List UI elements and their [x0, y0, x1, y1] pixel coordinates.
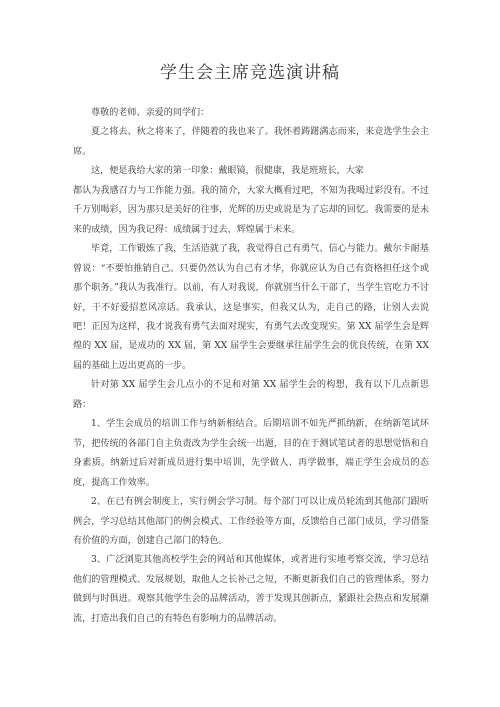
paragraph-intro: 夏之将去、秋之将来了，伴随着的我也来了。我怀着踌躇满志而来，来竞选学生会主席。	[73, 127, 429, 157]
paragraph-salutation: 尊敬的老师、亲爱的同学们：	[91, 108, 210, 118]
document-title: 学生会主席竞选演讲稿	[160, 63, 340, 83]
paragraph-point-1: 1、学生会成员的培训工作与纳新相结合。后期培训不如先严抓纳新，在纳新笔试环节，把传统的各部门自主负责改为学生会统一出题，目的在于测试笔试者的思想觉悟和自身素质。纳新过后对新成员进行集中培训，先学做人、再学做事，端正学生会成员的态度，提高工作效率。	[73, 419, 429, 488]
paragraph-impression: 这，便是我给大家的第一印象：戴眼镜，很健康，我是班班长，大家	[91, 166, 364, 177]
paragraph-new-ideas: 针对第 XX 届学生会几点小的不足和对第 XX 届学生会的构想，我有以下几点新思路：	[73, 380, 429, 410]
paragraph-profile: 都认为我感召力与工作能力强。我的简介，大家大概看过吧，不知为我喝过彩没有。不过千万别喝彩，因为那只是美好的往事，光辉的历史或说是为了忘却的回忆。我需要的是未来的成绩，因为我记得：成绩属于过去，辉煌属于未来。	[73, 185, 429, 235]
paragraph-point-2: 2、在已有例会制度上，实行例会学习制。每个部门可以让成员轮流到其他部门跟听例会，学习总结其他部门的例会模式、工作经验等方面，反馈给自己部门成员，学习借鉴有价值的方面，创建自己部门的特色。	[73, 497, 429, 546]
document-body	[73, 104, 429, 629]
paragraph-point-3: 3、广泛浏览其他高校学生会的网站和其他媒体，或者进行实地考察交流，学习总结他们的管理模式、发展规划，取他人之长补己之短，不断更新我们自己的管理体系，努力做到与时俱进。观察其他学生会的品牌活动，善于发现其创新点，紧跟社会热点和发展潮流，打造出我们自己的有特色有影响力的品牌活动。	[73, 555, 429, 624]
paragraph-confidence: 毕竟，工作锻炼了我，生活造就了我，我觉得自己有勇气、信心与能力。戴尔卡耐基曾说：“不要怕推销自己。只要仍然认为自己有才华，你就应认为自己有资格担任这个或那个职务。”我认为我准行。以前，有人对我说，你就别当什么干部了，当学生官吃力不讨好，干不好爱招惹风凉话。我承认，这是事实，但我又认为，走自己的路，让别人去说吧！正因为这样，我才说我有勇气去面对现实，有勇气去改变现实。第 XX 届学生会是辉煌的 XX 届，是成功的 XX 届，第 XX 届学生会要继承往届学生会的优良传统，在第 XX 届的基础上迈出更高的一步。	[73, 244, 429, 371]
